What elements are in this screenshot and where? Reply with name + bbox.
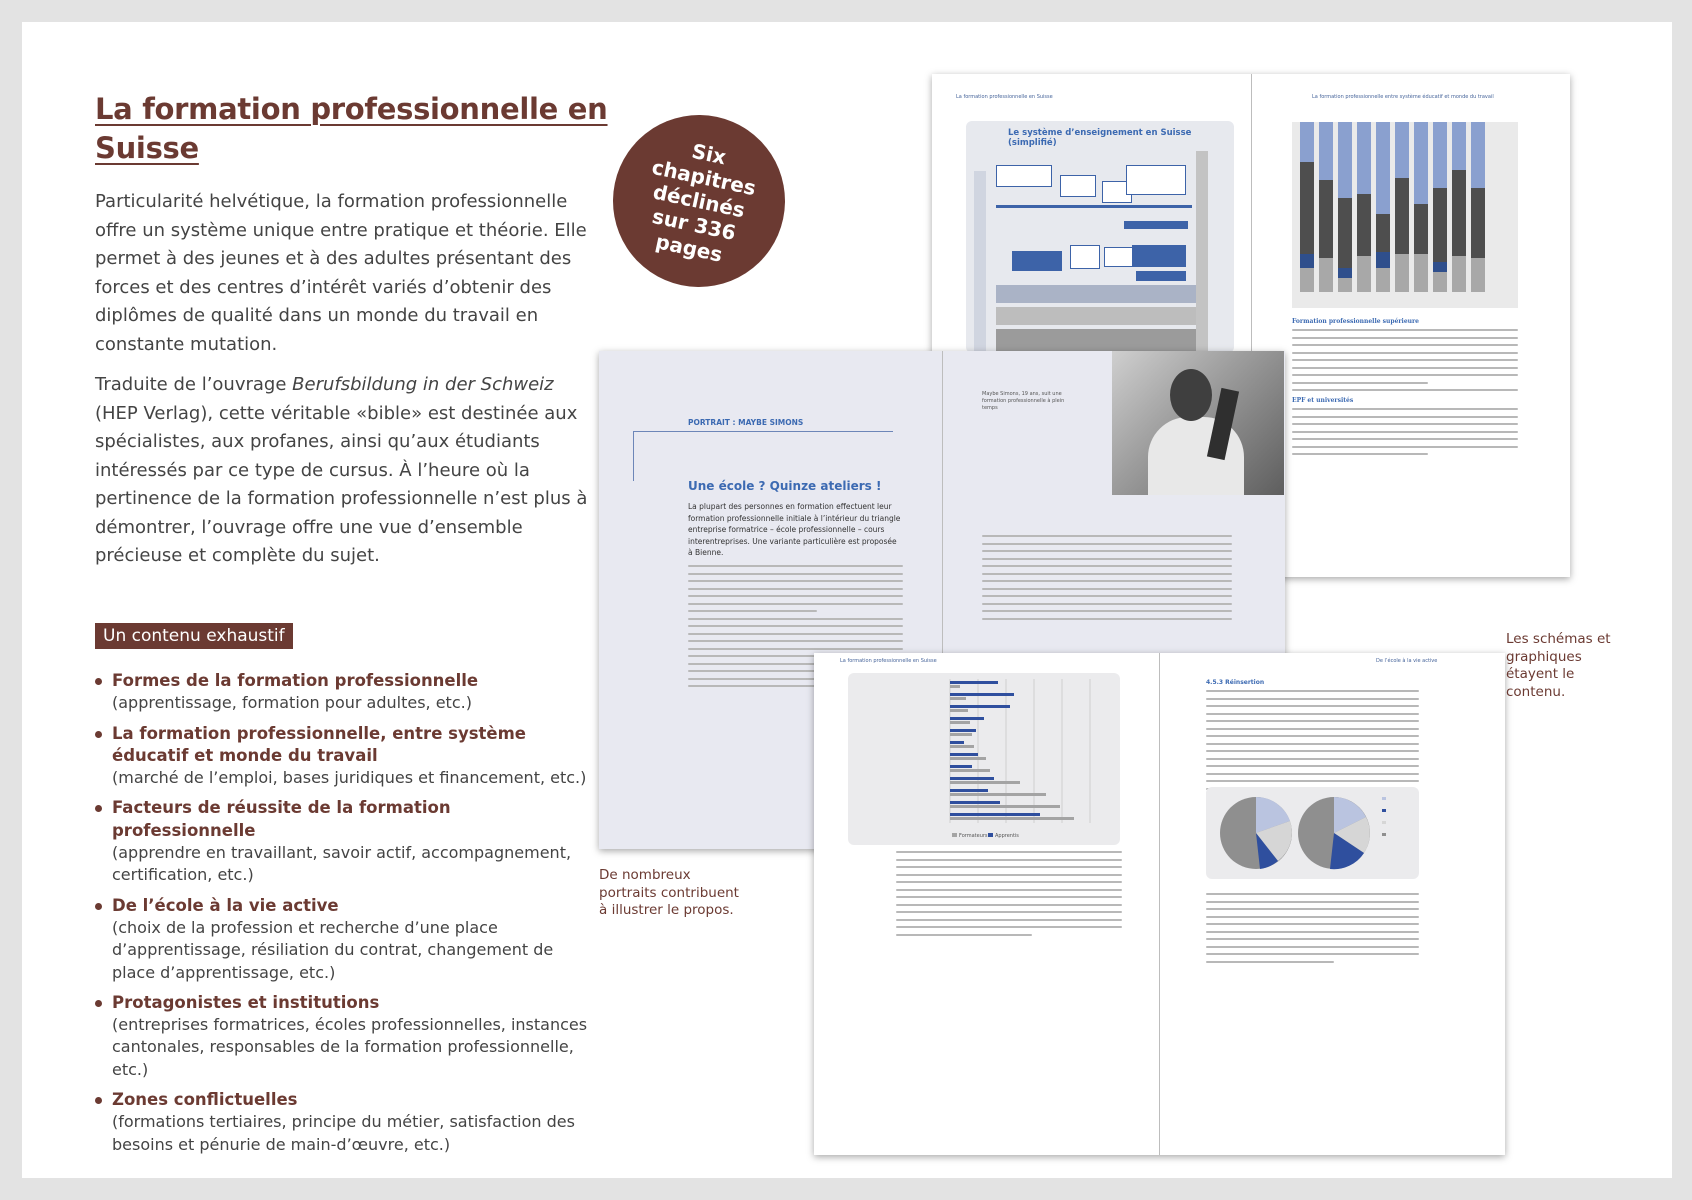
portrait-lead: La plupart des personnes en formation effectuent leur formation professionnelle initiale à l’intérieur du triangle entreprise formatrice – école professionnelle – cours interentreprises. Une variante particulière est proposée à Bienne.	[688, 502, 901, 557]
horizontal-bar-chart	[848, 673, 1120, 845]
intro-paragraph-2: Traduite de l’ouvrage Berufsbildung in der Schweiz (HEP Verlag), cette véritable «bible» est destinée aux spécialistes, aux profanes, ainsi qu’aux étudiants intéressés par ce type de cursus. À l’heure où la pertinence de la formation professionnelle n’est plus à démontrer, l’ouvrage offre une vue d’ensemble précieuse et complète du sujet.	[95, 374, 588, 566]
text-column-right	[1206, 679, 1419, 795]
pie-chart-pair	[1206, 787, 1419, 879]
page-count-badge: Six chapitres déclinés sur 336 pages	[597, 99, 801, 303]
intro-text	[95, 188, 595, 583]
legend-apprentis: Apprentis	[995, 833, 1019, 839]
list-item: Facteurs de réussite de la formation professionnelle (apprendre en travaillant, savoir actif, accompagnement, certification, etc.)	[95, 797, 595, 886]
horizontal-bars	[848, 673, 1120, 845]
book-spread-charts	[814, 653, 1505, 1155]
running-head-left: La formation professionnelle en Suisse	[956, 94, 1053, 100]
text-column-right	[1292, 318, 1518, 461]
education-system-diagram	[966, 121, 1234, 353]
diagram-title: Le système d’enseignement en Suisse (simplifié)	[1008, 128, 1192, 148]
brochure-page	[22, 22, 1672, 1178]
caption-portraits: De nombreux portraits contribuent à illustrer le propos.	[599, 867, 739, 918]
spread-gutter	[1159, 653, 1160, 1155]
photo-caption: Maybe Simons, 19 ans, suit une formation professionnelle à plein temps	[982, 391, 1065, 411]
stacked-bars	[1292, 122, 1518, 308]
contents-list	[95, 670, 595, 1164]
subheading-tertiary: Formation professionnelle supérieure	[1292, 318, 1419, 325]
list-item: De l’école à la vie active (choix de la profession et recherche d’une place d’apprentissage, résiliation du contrat, changement de place d’apprentissage, etc.)	[95, 895, 595, 984]
running-head-right: La formation professionnelle entre système éducatif et monde du travail	[1312, 94, 1494, 100]
running-head-left: La formation professionnelle en Suisse	[840, 658, 937, 664]
list-item: Zones conflictuelles (formations tertiaires, principe du métier, satisfaction des besoins et pénurie de main-d’œuvre, etc.)	[95, 1089, 595, 1156]
text-column-left	[896, 851, 1122, 941]
pie-charts	[1206, 787, 1419, 879]
running-head-right: De l’école à la vie active	[1376, 658, 1438, 664]
portrait-heading: Une école ? Quinze ateliers !	[688, 479, 882, 493]
section-label: Un contenu exhaustif	[95, 623, 293, 649]
legend-formateurs: Formateurs	[959, 833, 988, 839]
caption-schemas: Les schémas et graphiques étayent le contenu.	[1506, 631, 1611, 700]
page-title: La formation professionnelle en Suisse	[95, 92, 608, 165]
stacked-bar-chart	[1292, 122, 1518, 308]
section-heading: 4.5.3 Réinsertion	[1206, 679, 1265, 686]
text-column-right-2	[1206, 893, 1419, 968]
list-item: Formes de la formation professionnelle (apprentissage, formation pour adultes, etc.)	[95, 670, 595, 715]
intro-paragraph-1: Particularité helvétique, la formation professionnelle offre un système unique entre pratique et théorie. Elle permet à des jeunes et à des adultes présentant des forces et des centres d’intérêt variés d’obtenir des diplômes de qualité dans un monde du travail en constante mutation.	[95, 191, 587, 355]
portrait-bracket	[633, 431, 893, 481]
list-item: Protagonistes et institutions (entreprises formatrices, écoles professionnelles, instances cantonales, responsables de la formation professionnelle, etc.)	[95, 992, 595, 1081]
portrait-body-right	[982, 535, 1232, 625]
portrait-label: PORTRAIT : MAYBE SIMONS	[688, 418, 804, 427]
list-item: La formation professionnelle, entre système éducatif et monde du travail (marché de l’emploi, bases juridiques et financement, etc.)	[95, 723, 595, 790]
subheading-universities: EPF et universités	[1292, 397, 1354, 404]
portrait-photo	[1112, 351, 1284, 495]
